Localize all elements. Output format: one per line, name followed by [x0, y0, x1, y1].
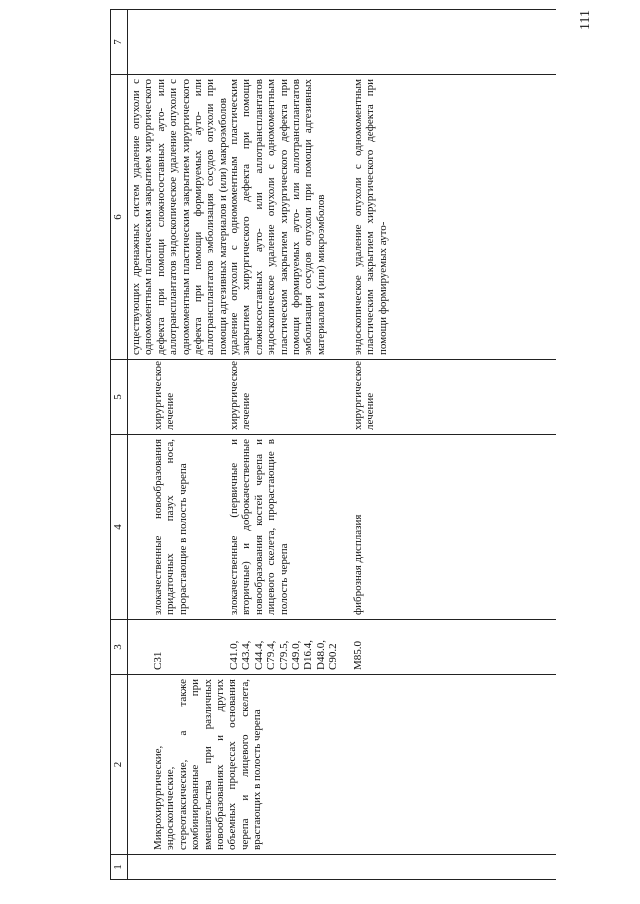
diagnosis-entry: злокачественные новообразования придаточных пазух носа, прорастающие в полость черепа [152, 439, 189, 615]
code-entry: M85.0 [352, 640, 364, 670]
method-entry: существующих дренажных систем удаление опухоли с одномоментным пластическим закрытием хирургического дефекта при помощи сложносоставных ауто- или аллотрансплантатов эндоскопическое удаление опухоли с одномоментным пластическим закрытием хирургического дефекта при помощи формируемых ауто- или аллотрансплантатов эмболизация сосудов опухоли при помощи адгезивных материалов и (или) макроэмболов [130, 79, 229, 355]
treatment-type: хирургическое лечение [352, 360, 377, 430]
header-col-3: 3 [111, 620, 128, 675]
method-entry: удаление опухоли с одномоментным пластическим закрытием хирургического дефекта при помощи сложносоставных ауто- или аллотрансплантатов эндоскопическое удаление опухоли с одномоментным пластическим закрытием хирургического дефекта при помощи формируемых ауто- или аллотрансплантатов эмболизация сосудов опухоли при помощи адгезивных материалов и (или) микроэмболов [228, 79, 327, 355]
method-entry: эндоскопическое удаление опухоли с одномоментным пластическим закрытием хирургического дефекта при помощи формируемых ауто- [352, 79, 389, 355]
procedure-name: Микрохирургические, эндоскопические, стереотаксические, а также комбинированные при вмешательства при различных новообразованиях и других объемных процессах основания черепа и лицевого скелета, врастающих в полость черепа [152, 679, 264, 850]
header-col-5: 5 [111, 360, 128, 435]
cell-col-2 [128, 675, 557, 855]
page-number: 111 [578, 10, 593, 30]
cell-col-7 [128, 10, 557, 75]
header-col-7: 7 [111, 10, 128, 75]
treatment-type: хирургическое лечение [152, 360, 177, 430]
rotated-table-container [110, 10, 556, 880]
procedures-table [110, 9, 556, 880]
header-row [111, 10, 128, 880]
cell-col-3 [128, 620, 557, 675]
diagnosis-entry: фиброзная дисплазия [352, 514, 364, 615]
header-col-6: 6 [111, 75, 128, 360]
cell-col-6 [128, 75, 557, 360]
code-entry: C41.0, C43.4, C44.4, C79.4, C79.5, C49.0, D16.4, D48.0, C90.2 [228, 640, 340, 670]
treatment-type: хирургическое лечение [228, 360, 253, 430]
cell-col-1 [128, 855, 557, 880]
table-row [128, 10, 557, 880]
cell-col-5 [128, 360, 557, 435]
header-col-1: 1 [111, 855, 128, 880]
header-col-2: 2 [111, 675, 128, 855]
header-col-4: 4 [111, 435, 128, 620]
code-entry: C31 [152, 651, 164, 670]
cell-col-4 [128, 435, 557, 620]
diagnosis-entry: злокачественные (первичные и вторичные) и доброкачественные новообразования костей черепа и лицевого скелета, прорастающие в полость черепа [228, 439, 290, 615]
